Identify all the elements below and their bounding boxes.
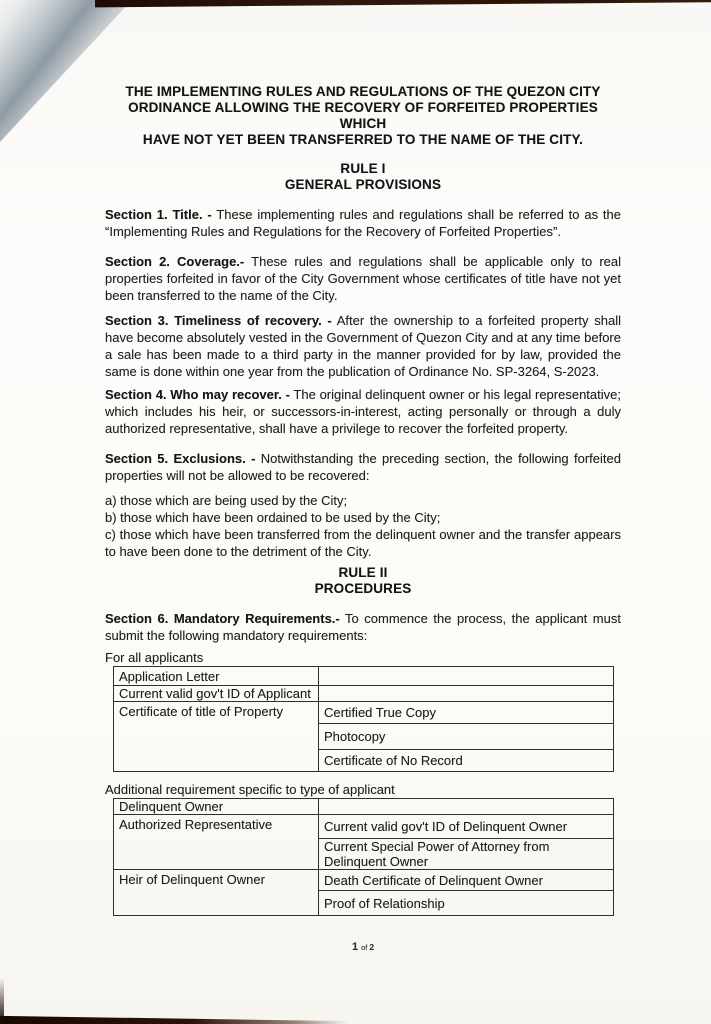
- section-2-paragraph: [105, 253, 621, 304]
- section-1-paragraph: [105, 206, 621, 240]
- table-row: [114, 870, 614, 891]
- section-4-text: The original delinquent owner or his legal representative; which includes his heir, or successors-in-interest, acting personally or through a duly authorized representative, shall have a privilege to recover the forfeited property.: [105, 387, 621, 436]
- table-row: [114, 702, 614, 724]
- exclusion-item-a: a) those which are being used by the City;: [105, 493, 348, 508]
- rule-2-heading: [105, 565, 621, 597]
- scan-edge-top: [95, 0, 711, 8]
- section-5-heading: Section 5. Exclusions. -: [105, 451, 256, 466]
- section-5-text: Notwithstanding the preceding section, the following forfeited properties will not be allowed to be recovered:: [105, 451, 621, 483]
- applicant-type-cell: Heir of Delinquent Owner: [114, 870, 319, 916]
- requirement-cell: Current valid gov't ID of Delinquent Owner: [319, 815, 614, 839]
- section-1-text: These implementing rules and regulations shall be referred to as the “Implementing Rules and Regulations for the Recovery of Forfeited Properties”.: [105, 207, 622, 239]
- requirement-cell: Death Certificate of Delinquent Owner: [319, 870, 614, 891]
- scan-edge-left: [0, 978, 4, 1024]
- title-line-3: HAVE NOT YET BEEN TRANSFERRED TO THE NAME OF THE CITY.: [142, 132, 584, 147]
- exclusion-item-b: b) those which have been ordained to be used by the City;: [105, 510, 441, 525]
- page-number-separator: of: [361, 943, 368, 952]
- section-4-paragraph: [105, 386, 621, 437]
- option-cell: Certified True Copy: [319, 702, 614, 724]
- table-1-caption: For all applicants: [105, 650, 204, 665]
- table-row: [114, 815, 614, 839]
- table-row: [114, 686, 614, 702]
- section-3-paragraph: [105, 312, 621, 380]
- section-1-heading: Section 1. Title. -: [105, 207, 212, 222]
- empty-cell: [319, 799, 614, 815]
- requirement-cell: Current valid gov't ID of Applicant: [114, 686, 319, 702]
- section-3-heading: Section 3. Timeliness of recovery. -: [105, 313, 332, 328]
- requirements-table-applicant-type: [113, 798, 614, 916]
- table-2-caption: Additional requirement specific to type of applicant: [105, 782, 395, 797]
- section-2-heading: Section 2. Coverage.-: [105, 254, 245, 269]
- requirement-cell: Proof of Relationship: [319, 891, 614, 916]
- title-line-2: ORDINANCE ALLOWING THE RECOVERY OF FORFEITED PROPERTIES WHICH: [128, 100, 598, 131]
- rule-1-name: GENERAL PROVISIONS: [284, 177, 442, 192]
- page-number-current: 1: [351, 941, 359, 953]
- document-title: [105, 84, 621, 148]
- page-number-total: 2: [369, 942, 375, 952]
- applicant-type-cell: Delinquent Owner: [114, 799, 319, 815]
- section-6-heading: Section 6. Mandatory Requirements.-: [105, 611, 340, 626]
- section-5-paragraph: [105, 450, 621, 484]
- title-line-1: THE IMPLEMENTING RULES AND REGULATIONS OF THE QUEZON CITY: [125, 84, 601, 99]
- table-row: [114, 667, 614, 686]
- rule-2-name: PROCEDURES: [314, 581, 412, 596]
- page-number: [105, 937, 621, 956]
- rule-2-number: RULE II: [338, 565, 388, 580]
- applicant-type-cell: Authorized Representative: [114, 815, 319, 870]
- requirement-cell: Current Special Power of Attorney from Delinquent Owner: [319, 839, 614, 870]
- empty-cell: [319, 667, 614, 686]
- section-3-text: After the ownership to a forfeited property shall have become absolutely vested in the Government of Quezon City and at any time before a sale has been made to a third party in the manner provided for by law, provided the same is done within one year from the publication of Ordinance No. SP-3264, S-2023.: [105, 313, 621, 379]
- exclusion-item-c: c) those which have been transferred from the delinquent owner and the transfer appears to have been done to the detriment of the City.: [105, 527, 621, 559]
- requirements-table-all-applicants: [113, 666, 614, 772]
- option-cell: Photocopy: [319, 724, 614, 750]
- rule-1-heading: [105, 161, 621, 193]
- section-6-text: To commence the process, the applicant must submit the following mandatory requirements:: [105, 611, 621, 643]
- option-cell: Certificate of No Record: [319, 750, 614, 772]
- document-body: [105, 84, 621, 956]
- table-row: [114, 799, 614, 815]
- section-2-text: These rules and regulations shall be applicable only to real properties forfeited in favor of the City Government whose certificates of title have not yet been transferred to the name of the City.: [105, 254, 621, 303]
- scan-edge-bottom: [0, 1015, 348, 1024]
- exclusions-list: [105, 492, 621, 560]
- requirement-cell: Application Letter: [114, 667, 319, 686]
- section-4-heading: Section 4. Who may recover. -: [105, 387, 290, 402]
- requirement-cell: Certificate of title of Property: [114, 702, 319, 772]
- section-6-paragraph: [105, 610, 621, 644]
- empty-cell: [319, 686, 614, 702]
- rule-1-number: RULE I: [340, 161, 386, 176]
